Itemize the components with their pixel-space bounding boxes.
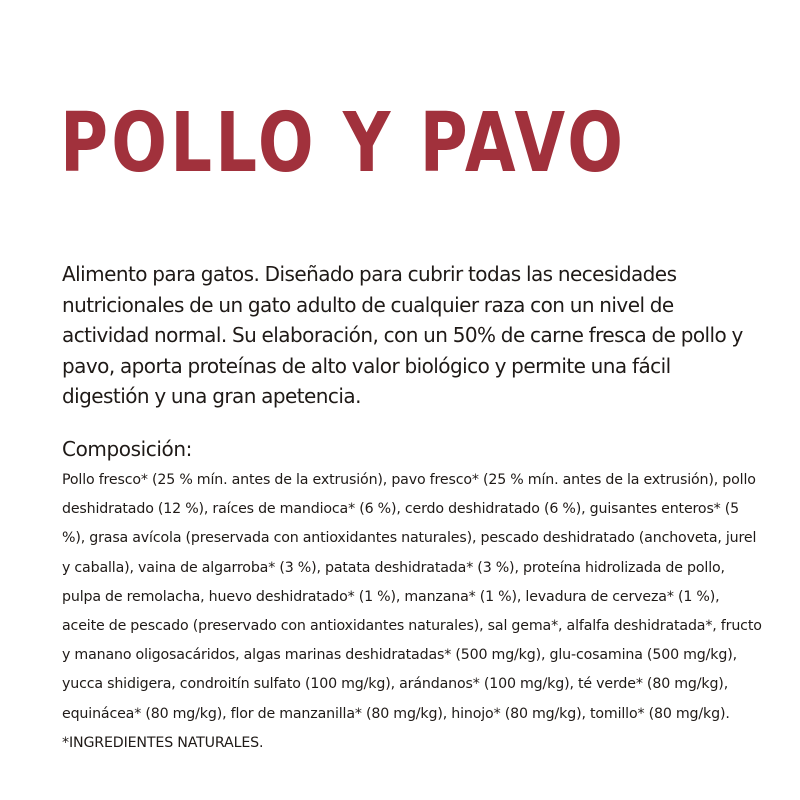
product-description: Alimento para gatos. Diseñado para cubrir todas las necesidades nutricionales de un gato adulto de cualquier raza con un nivel de actividad normal. Su elaboración, con un 50% de carne fresca de pollo y pavo, aporta proteínas de alto valor biológico y permite una fácil digestión y una gran apetencia. <box>62 262 743 408</box>
natural-ingredients-note: *INGREDIENTES NATURALES. <box>62 734 264 751</box>
ingredients-list: Pollo fresco* (25 % mín. antes de la extrusión), pavo fresco* (25 % mín. antes de la extrusión), pollo deshidratado (12 %), raíces de mandioca* (6 %), cerdo deshidratado (6 %), guisantes enteros* (5 %), grasa avícola (preservada con antioxidantes naturales), pescado deshidratado (anchoveta, jurel y caballa), vaina de algarroba* (3 %), patata deshidratada* (3 %), proteína hidrolizada de pollo, pulpa de remolacha, huevo deshidratado* (1 %), manzana* (1 %), levadura de cerveza* (1 %), aceite de pescado (preservado con antioxidantes naturales), sal gema*, alfalfa deshidratada*, fructo y manano oligosacáridos, algas marinas deshidratadas* (500 mg/kg), glu-cosamina (500 mg/kg), yucca shidigera, condroitín sulfato (100 mg/kg), arándanos* (100 mg/kg), té verde* (80 mg/kg), equinácea* (80 mg/kg), flor de manzanilla* (80 mg/kg), hinojo* (80 mg/kg), tomillo* (80 mg/kg). <box>62 472 762 722</box>
composition-heading: Composición: <box>62 437 192 461</box>
product-title: POLLO Y PAVO <box>60 96 627 191</box>
composition-text <box>62 466 762 758</box>
